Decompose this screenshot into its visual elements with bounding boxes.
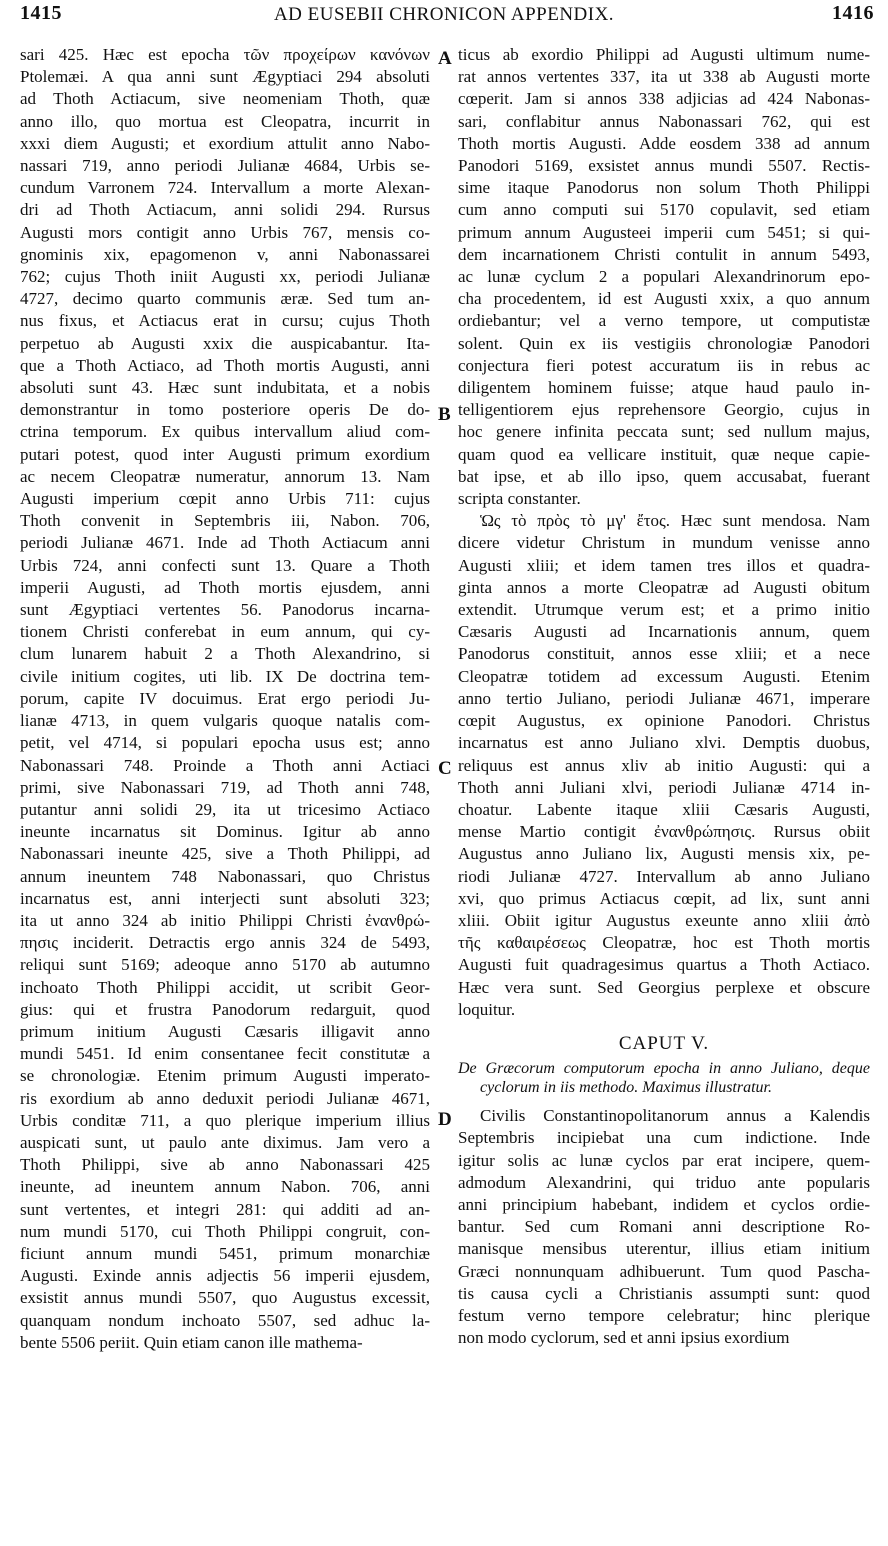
text-line: diligentem hominem fuisse; atque haud paulo in- [458,378,870,398]
text-line: que a Thoth Actiaco, ad Thoth mortis Augusti, anni [20,355,430,375]
text-line: manisque mensibus uterentur, illius etiam initium [458,1239,870,1259]
text-line: Cæsaris Augusti ad Incarnationis annum, quem [458,622,870,642]
text-line: xxxi diem Augusti; et exordium attulit anno Nabo- [20,133,430,153]
left-column [20,44,430,1354]
text-line: xliii. Obiit igitur Augustus exeunte anno xliii ἀπὸ [458,910,870,930]
text-line: igitur solis ac lunæ cyclos par erat incipere, quem- [458,1150,870,1170]
text-line: ineunte incarnatus sit Dominus. Igitur ab anno [20,822,430,842]
text-line: anno tertio Juliano, periodi Julianæ 4671, imperare [458,688,870,708]
text-line: putari potest, quod inter Augusti primum exordium [20,444,430,464]
text-line: reliqui sunt 5169; adeoque anno 5170 ab autumno [20,955,430,975]
text-line: sari 425. Hæc est epocha τῶν προχείρων κανόνων [20,45,430,64]
text-line: Thoth mortis Augusti. Adde eosdem 338 ad annum [458,133,870,153]
text-line: Panodori 5169, exsistet annus mundi 5507. Rectis- [458,156,870,176]
right-column [458,44,870,1349]
text-line: admodum Alexandrini, qui triduo ante popularis [458,1172,870,1192]
text-line: se chronologiæ. Etenim primum Augusti imperato- [20,1066,430,1086]
text-line: ac lunæ cyclum 2 a populari Alexandrinorum epo- [458,267,870,287]
text-line: sime itaque Panodorus non solum Thoth Philippi [458,178,870,198]
text-line: Thoth Philippi, sive ab anno Nabonassari 425 [20,1155,430,1175]
text-line: πησις inciderit. Detractis ergo annis 324 de 5493, [20,933,430,953]
text-line: extendit. Utrumque verum est; et a primo initio [458,600,870,620]
text-line: bat ipse, et ab illo ipso, quem accusabat, fuerant [458,466,870,486]
margin-marker-d: D [438,1109,452,1130]
text-line: incarnatus est anno Juliano xlvi. Demptis duobus, [458,733,870,753]
text-line: tis causa cycli a Christianis assumpti sunt: quod [458,1283,870,1303]
text-line: choatur. Labente itaque xliii Cæsaris Augusti, [458,799,870,819]
text-line: dem incarnationem Christi contulit in annum 5493, [458,244,870,264]
text-line: mense Martio contigit ἐνανθρώπησις. Rursus obiit [458,822,870,842]
text-line: Augusti imperium cœpit anno Urbis 711: cujus [20,489,430,509]
margin-marker-b: B [438,404,451,425]
text-line: Ὡς τὸ πρὸς τὸ μγ' ἔτος. Hæc sunt mendosa. Nam [480,511,870,531]
text-line: primum annum Augusteei imperii cum 5451; si qui- [458,222,870,242]
text-line: ginta annos a morte Cleopatræ ad Augusti obitum [458,577,870,597]
text-line: Nabonassari 748. Proinde a Thoth anni Actiaci [20,755,430,775]
text-line: cundum Varronem 724. Intervallum a morte Alexan- [20,178,430,198]
text-line: Augusti xliii; et idem tamen tres illos et quadra- [458,555,870,575]
text-line: telligentiorem ejus reprehensore Georgio, cujus in [458,400,870,420]
text-line: Augustus anno Juliano lix, Augusti mensis xix, pe- [458,844,870,864]
text-line: hoc genere infinita peccata sunt; sed nullum majus, [458,422,870,442]
text-line: putantur anni solidi 29, ita ut tricesimo Actiaco [20,799,430,819]
text-line: primi, sive Nabonassari 719, ad Thoth anni 748, [20,777,430,797]
text-line: reliquus est annus xliv ab initio Augusti: qui a [458,755,870,775]
text-line: ac necem Cleopatræ numeratur, annorum 13. Nam [20,466,430,486]
text-line: τῆς καθαιρέσεως Cleopatræ, hoc est Thoth mortis [458,933,870,953]
text-line: Augusti. Exinde annis adjectis 56 imperii ejusdem, [20,1266,430,1286]
text-line: demonstrantur in tomo posteriore operis De do- [20,400,430,420]
text-line: cha procedentem, id est Augusti xxix, a quo annum [458,289,870,309]
text-line: gius: qui et frustra Panodorum redarguit, quod [20,999,430,1019]
text-line: sunt vertentes, et integri 281: qui additi ad an- [20,1199,430,1219]
text-line: scripta constanter. [458,489,581,509]
text-line: anni principium habebant, indidem et cyclos ordie- [458,1194,870,1214]
right-paragraph-3 [458,1105,870,1349]
text-line: num mundi 5170, cui Thoth Philippi congruit, con- [20,1221,430,1241]
text-line: exsistit annus mundi 5507, quo Augustus excessit, [20,1288,430,1308]
text-line: non modo cyclorum, sed et anni ipsius exordium [458,1328,790,1348]
text-line: xvi, quo primus Actiacus cœpit, ad lix, sunt anni [458,888,870,908]
text-line: Græci nonnunquam adhibuerunt. Tum quod Pascha- [458,1261,870,1281]
text-line: riodi Julianæ 4727. Intervallum ab anno Juliano [458,866,870,886]
text-line: anno illo, quo mortua est Cleopatra, incurrit in [20,111,430,131]
page-header [0,0,888,40]
text-line: ticus ab exordio Philippi ad Augusti ultimum nume- [458,45,870,64]
text-line: ad Thoth Actiacum, sive neomeniam Thoth, quæ [20,89,430,109]
text-line: ineunte, ad ineuntem annum Nabon. 706, anni [20,1177,430,1197]
text-line: gnominis xix, epagomenon v, anni Nabonassarei [20,244,430,264]
text-line: dri ad Thoth Actiacum, anni solidi 294. Rursus [20,200,430,220]
text-line: cœperit. Jam si annos 338 adjicias ad 424 Nabonas- [458,89,870,109]
text-line: festum verno tempore celebratur; hinc plerique [458,1305,870,1325]
text-line: Urbis 724, anni confecti sunt 13. Quare a Thoth [20,555,430,575]
text-line: incarnatus est, anni interjecti sunt absoluti 323; [20,888,430,908]
text-line: loquitur. [458,999,516,1019]
text-line: ita ut anno 324 ab initio Philippi Christi ἐνανθρώ- [20,910,430,930]
text-line: bantur. Sed cum Romani anni descriptione Ro- [458,1217,870,1237]
text-line: dicere videtur Christum in mundum venisse anno [458,533,870,553]
text-line: Panodorus constituit, annos esse xliii; et a nece [458,644,870,664]
text-line: mundi 5451. Id enim consentanee fecit constitutæ a [20,1044,430,1064]
text-line: sunt Ægyptiaci vertentes 56. Panodorus incarna- [20,600,430,620]
text-line: lianæ 4713, in quem vulgaris quoque natalis com- [20,711,430,731]
text-line: cœpit Augustus, ex opinione Panodori. Christus [458,711,870,731]
text-line: rat annos vertentes 337, ita ut 338 ab Augusti morte [458,67,870,87]
text-line: Septembris incipiebat una cum indictione. Inde [458,1128,870,1148]
text-line: periodi Julianæ 4671. Inde ad Thoth Actiacum anni [20,533,430,553]
text-line: Cleopatræ totidem ad excessum Augusti. Etenim [458,666,870,686]
text-line: Urbis conditæ 711, a quo plerique imperium illius [20,1110,430,1130]
text-line: annum ineuntem 748 Nabonassari, quo Christus [20,866,430,886]
text-line: 4727, decimo quarto communis æræ. Sed tum an- [20,289,430,309]
text-line: nassari 719, anno periodi Julianæ 4684, Urbis se- [20,156,430,176]
text-line: 762; cujus Thoth iniit Augusti xx, periodi Julianæ [20,267,430,287]
text-line: Thoth anni Juliani xlvi, periodi Julianæ 4714 in- [458,777,870,797]
margin-marker-c: C [438,758,452,779]
running-title: AD EUSEBII CHRONICON APPENDIX. [273,4,615,25]
text-line: perpetuo ab Augusti xxix die auspicabantur. Ita- [20,333,430,353]
text-line: bente 5506 periit. Quin etiam canon ille mathema- [20,1332,363,1352]
text-line: auspicati sunt, ut paulo ante diximus. Jam vero a [20,1132,430,1152]
text-line: absoluti sunt 43. Hæc sunt indubitata, et a nobis [20,378,430,398]
text-line: Nabonassari ineunte 425, sive a Thoth Philippi, ad [20,844,430,864]
text-line: tionem Christi conferebat in eum annum, qui cy- [20,622,430,642]
text-line: imperii Augusti, ad Thoth mortis ejusdem, anni [20,577,430,597]
chapter-heading: CAPUT V. [618,1032,710,1054]
text-line: conjectura fieri potest accuratum iis in rebus ac [458,355,870,375]
page-number-right: 1416 [832,2,874,24]
text-line: quam quod ea vellicare instituit, quæ neque capie- [458,444,870,464]
text-line: ordiebantur; vel a verno tempore, ut computistæ [458,311,870,331]
text-line: Augusti fuit quadragesimus quartus a Thoth Actiaco. [458,955,870,975]
text-line: Hæc vera sunt. Sed Georgius perplexe et obscure [458,977,870,997]
text-line: sari, conflabitur annus Nabonassari 762, qui est [458,111,870,131]
text-line: Augusti mors contigit anno Urbis 767, mensis co- [20,222,430,242]
right-paragraph-2 [458,510,870,1021]
text-line: quanquam nondum inchoato 5507, sed adhuc la- [20,1310,430,1330]
text-line: Civilis Constantinopolitanorum annus a Kalendis [480,1106,870,1126]
text-line: primum initium Augusti Cæsaris illigavit anno [20,1021,430,1041]
text-line: ctrina temporum. Ex quibus intervallum aliud com- [20,422,430,442]
text-line: ficiunt annum mundi 5451, primum monarchiæ [20,1243,430,1263]
text-line: clum lunarem habuit 2 a Thoth Alexandrino, si [20,644,430,664]
text-line: nus fixus, et Actiacus erat in cursu; cujus Thoth [20,311,430,331]
text-line: civile initium cogites, uti lib. IX De doctrina tem- [20,666,430,686]
text-line: petit, vel 4714, si populari epocha usus est; anno [20,733,430,753]
margin-marker-a: A [438,48,452,69]
text-line: solent. Quin ex iis vestigiis chronologiæ Panodori [458,333,870,353]
text-line: cum anno computi sui 5170 copulavit, sed etiam [458,200,870,220]
right-paragraph-1 [458,44,870,510]
text-line: Ptolemæi. A qua anni sunt Ægyptiaci 294 absoluti [20,67,430,87]
text-line: Thoth convenit in Septembris iii, Nabon. 706, [20,511,430,531]
page-number-left: 1415 [20,2,62,24]
text-line: porum, capite IV docuimus. Erat ergo periodi Ju- [20,688,430,708]
text-line: inchoato Thoth Philippi accidit, ut scribit Geor- [20,977,430,997]
text-line: ris exordium ab anno deduxit periodi Julianæ 4671, [20,1088,430,1108]
chapter-summary: De Græcorum computorum epocha in anno Juliano, deque cyclorum in iis methodo. Maximus illustratur. [458,1060,870,1097]
